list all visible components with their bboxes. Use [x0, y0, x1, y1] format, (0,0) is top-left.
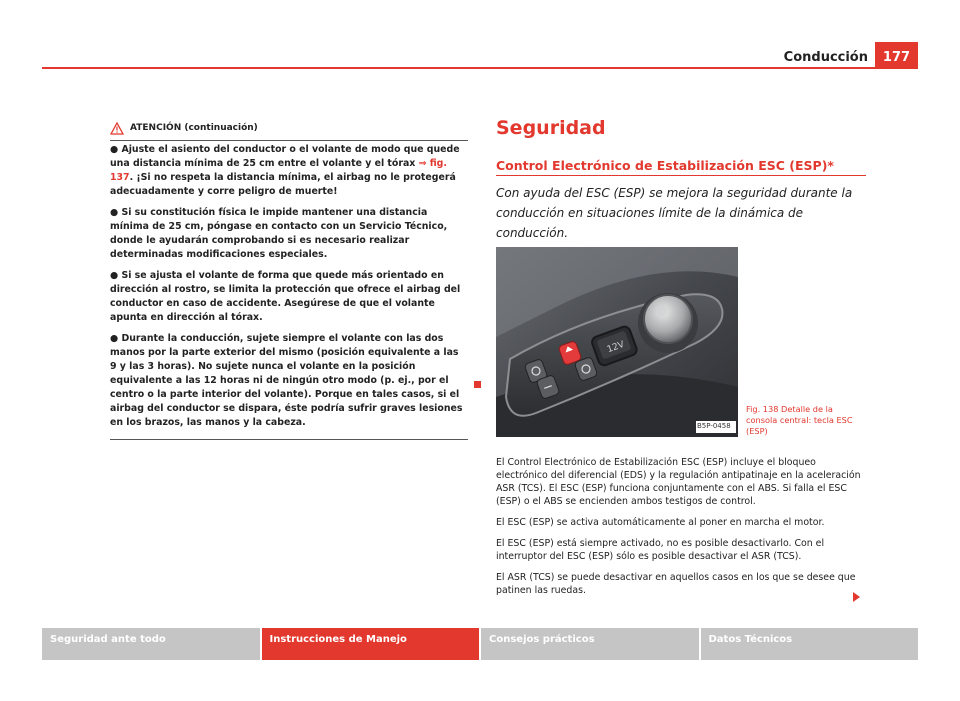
- subsection-title: Control Electrónico de Estabilización ESC (ESP)*: [496, 158, 834, 173]
- figure-photo: [496, 247, 738, 437]
- subsection-rule: [496, 175, 866, 176]
- body-text: [496, 456, 866, 605]
- warning-title: ATENCIÓN (continuación): [130, 123, 258, 133]
- body-paragraph: El ASR (TCS) se puede desactivar en aquellos casos en los que se desee que patinen las ruedas.: [496, 572, 856, 596]
- body-paragraph: El ESC (ESP) se activa automáticamente al poner en marcha el motor.: [496, 517, 825, 528]
- body-paragraph: El Control Electrónico de Estabilización ESC (ESP) incluye el bloqueo electrónico del diferencial (EDS) y la regulación antipatinaje en la aceleración ASR (TCS). El ESC (ESP) funciona conjuntamente con el ABS. Si falla el ESC (ESP) o el ABS se encienden ambos testigos de control.: [496, 457, 861, 507]
- figure-caption: Fig. 138 Detalle de la consola central: tecla ESC (ESP): [746, 404, 853, 436]
- warning-item: ● Ajuste el asiento del conductor o el volante de modo que quede una distancia mínima de 25 cm entre el volante y el tórax ⇒ fig. 137. ¡Si no respeta la distancia mínima, el airbag no le protegerá adecuadamente y corre peligro de muerte!: [110, 144, 460, 197]
- footer-tab-consejos[interactable]: Consejos prácticos: [481, 628, 699, 660]
- warning-box: [110, 120, 468, 440]
- fig-137-link[interactable]: ⇒ fig. 137: [110, 158, 447, 183]
- section-title: Seguridad: [496, 117, 606, 139]
- section-end-marker: [474, 381, 481, 388]
- body-paragraph: El ESC (ESP) está siempre activado, no es posible desactivarlo. Con el interruptor del ESC (ESP) sólo es posible desactivar el ASR (TCS).: [496, 538, 825, 562]
- footer-tab-instrucciones[interactable]: Instrucciones de Manejo: [262, 628, 480, 660]
- page-number: 177: [875, 42, 918, 68]
- intro-text: Con ayuda del ESC (ESP) se mejora la seguridad durante la conducción en situaciones límite de la dinámica de conducción.: [496, 186, 853, 240]
- warning-triangle-icon: [110, 122, 124, 135]
- footer-tab-seguridad[interactable]: Seguridad ante todo: [42, 628, 260, 660]
- warning-item: ● Si su constitución física le impide mantener una distancia mínima de 25 cm, póngase en contacto con un Servicio Técnico, donde le ayudarán comprobando si es necesario realizar determinadas modificaciones especiales.: [110, 207, 448, 260]
- warning-item: ● Si se ajusta el volante de forma que quede más orientado en dirección al rostro, se limita la protección que ofrece el airbag del conductor en caso de accidente. Asegúrese de que el volante apunta en dirección al tórax.: [110, 270, 461, 323]
- footer-tab-datos[interactable]: Datos Técnicos: [701, 628, 919, 660]
- header-rule: [42, 67, 918, 69]
- svg-text:12V: 12V: [605, 339, 626, 356]
- footer-nav: [42, 628, 918, 660]
- warning-header: [110, 120, 468, 136]
- car-console-photo-icon: [496, 247, 738, 437]
- header-title: Conducción: [783, 50, 868, 65]
- figure-code: B5P-0458: [697, 422, 731, 430]
- warning-body: [110, 141, 468, 440]
- next-page-arrow-icon[interactable]: [853, 592, 860, 602]
- warning-item: ● Durante la conducción, sujete siempre el volante con las dos manos por la parte exterior del mismo (posición equivalente a las 9 y las 3 horas). No sujete nunca el volante en la posición equivalente a las 12 horas ni de ningún otro modo (p. ej., por el centro o la parte interior del volante). Porque en tales casos, si el airbag del conductor se dispara, éste podría sufrir graves lesiones en los brazos, las manos y la cabeza.: [110, 333, 463, 428]
